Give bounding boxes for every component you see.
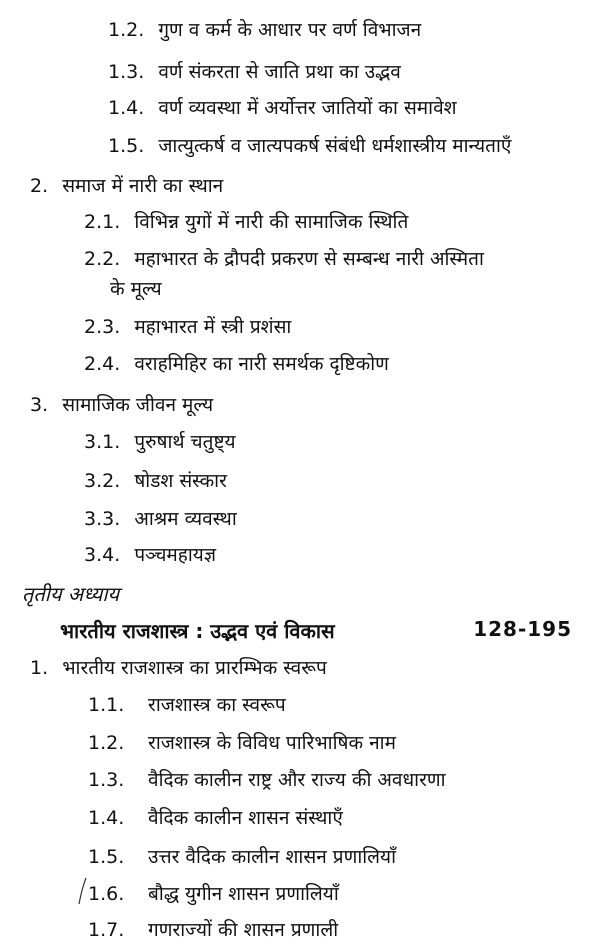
- entry-number: 1.2.: [88, 732, 125, 754]
- toc-entry: [84, 352, 389, 376]
- entry-text: उत्तर वैदिक कालीन शासन प्रणालियाँ: [148, 846, 396, 868]
- toc-entry: [88, 768, 446, 792]
- section-title: भारतीय राजशास्त्र : उद्भव एवं विकास: [60, 619, 335, 643]
- entry-text: पञ्चमहायज्ञ: [134, 544, 216, 566]
- entry-text: जात्युत्कर्ष व जात्यपकर्ष संबंधी धर्मशास्त्रीय मान्यताएँ: [158, 135, 512, 157]
- topic-text: भारतीय राजशास्त्र का प्रारम्भिक स्वरूप: [62, 657, 327, 679]
- toc-entry: [88, 693, 286, 717]
- entry-text: वर्ण संकरता से जाति प्रथा का उद्भव: [158, 61, 401, 83]
- topic-text: समाज में नारी का स्थान: [62, 175, 224, 197]
- entry-text: वैदिक कालीन शासन संस्थाएँ: [148, 807, 343, 829]
- entry-number: 1.2.: [108, 19, 145, 41]
- entry-number: 1.7.: [88, 919, 125, 941]
- entry-text: वर्ण व्यवस्था में अर्योत्तर जातियों का समावेश: [158, 97, 457, 119]
- entry-number: 3.1.: [84, 431, 121, 453]
- entry-number: 1.4.: [88, 807, 125, 829]
- toc-entry: [108, 60, 401, 84]
- toc-entry: [108, 134, 511, 158]
- entry-number: 2.4.: [84, 353, 121, 375]
- topic-number: 3.: [30, 394, 49, 416]
- toc-entry: [84, 210, 408, 234]
- toc-entry: [88, 731, 396, 755]
- pen-mark: [76, 876, 90, 906]
- entry-text: वैदिक कालीन राष्ट्र और राज्य की अवधारणा: [148, 769, 446, 791]
- entry-text: राजशास्त्र का स्वरूप: [148, 694, 286, 716]
- toc-entry: [108, 96, 457, 120]
- entry-number: 1.3.: [108, 61, 145, 83]
- toc-entry: [84, 469, 227, 493]
- entry-number: 1.3.: [88, 769, 125, 791]
- entry-text: गुण व कर्म के आधार पर वर्ण विभाजन: [158, 19, 422, 41]
- entry-number: 1.6.: [88, 883, 125, 905]
- chapter-heading: तृतीय अध्याय: [22, 582, 120, 606]
- topic-text: सामाजिक जीवन मूल्य: [62, 394, 214, 416]
- toc-entry: [84, 247, 484, 271]
- entry-text: गणराज्यों की शासन प्रणाली: [148, 919, 339, 941]
- toc-topic: [30, 393, 213, 417]
- entry-number: 1.5.: [108, 135, 145, 157]
- toc-entry: [84, 315, 291, 339]
- page-range: 128-195: [473, 617, 572, 641]
- entry-text: वराहमिहिर का नारी समर्थक दृष्टिकोण: [134, 353, 389, 375]
- entry-text: महाभारत में स्त्री प्रशंसा: [134, 316, 292, 338]
- topic-number: 2.: [30, 175, 49, 197]
- entry-number: 3.2.: [84, 470, 121, 492]
- entry-text: पुरुषार्थ चतुष्ट्य: [134, 431, 236, 453]
- entry-text: षोडश संस्कार: [134, 470, 227, 492]
- toc-entry: [84, 543, 216, 567]
- toc-entry: [84, 507, 237, 531]
- entry-text: राजशास्त्र के विविध पारिभाषिक नाम: [148, 732, 396, 754]
- entry-text: विभिन्न युगों में नारी की सामाजिक स्थिति: [134, 211, 409, 233]
- entry-number: 1.1.: [88, 694, 125, 716]
- toc-entry-continuation: [110, 277, 162, 301]
- toc-entry: [88, 806, 343, 830]
- toc-topic: [30, 174, 223, 198]
- toc-topic: [30, 656, 327, 680]
- entry-text: आश्रम व्यवस्था: [134, 508, 237, 530]
- topic-number: 1.: [30, 657, 49, 679]
- entry-number: 3.4.: [84, 544, 121, 566]
- toc-entry: [88, 882, 339, 906]
- toc-entry: [88, 918, 338, 942]
- entry-number: 1.4.: [108, 97, 145, 119]
- entry-number: 3.3.: [84, 508, 121, 530]
- entry-number: 2.3.: [84, 316, 121, 338]
- toc-entry: [88, 845, 396, 869]
- entry-text: के मूल्य: [110, 278, 162, 300]
- entry-text: महाभारत के द्रौपदी प्रकरण से सम्बन्ध नारी अस्मिता: [134, 248, 484, 270]
- entry-number: 2.1.: [84, 211, 121, 233]
- entry-text: बौद्ध युगीन शासन प्रणालियाँ: [148, 883, 339, 905]
- entry-number: 2.2.: [84, 248, 121, 270]
- entry-number: 1.5.: [88, 846, 125, 868]
- toc-entry: [108, 18, 421, 42]
- toc-entry: [84, 430, 236, 454]
